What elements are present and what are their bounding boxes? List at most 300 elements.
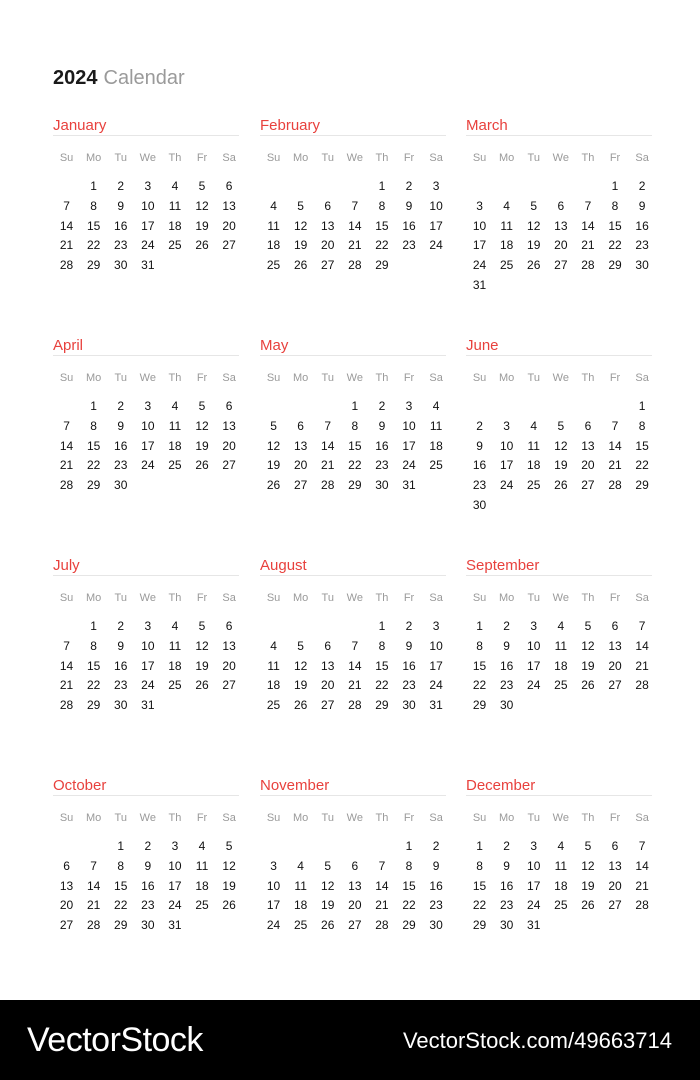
day-cell: 25 xyxy=(266,258,281,273)
month-name: October xyxy=(53,777,107,794)
day-cell: 17 xyxy=(141,438,155,453)
day-cell: 20 xyxy=(321,238,335,253)
weekday-label: We xyxy=(552,372,569,384)
weekday-label: Tu xyxy=(321,592,334,604)
day-cell: 3 xyxy=(144,619,152,633)
day-cell: 2 xyxy=(117,179,125,193)
month-name: April xyxy=(53,337,84,354)
day-cell: 22 xyxy=(348,458,362,473)
day-cell: 6 xyxy=(324,638,332,653)
day-cell: 30 xyxy=(402,698,416,713)
month-september xyxy=(466,554,652,754)
day-cell: 11 xyxy=(168,198,182,213)
weekday-label: We xyxy=(552,152,569,164)
day-cell: 26 xyxy=(293,258,308,273)
weekday-label: Tu xyxy=(114,372,127,384)
day-cell: 15 xyxy=(472,658,487,673)
day-cell: 5 xyxy=(297,198,304,213)
weekday-label: Su xyxy=(472,152,487,164)
day-cell: 24 xyxy=(168,898,182,913)
day-cell: 29 xyxy=(86,698,101,713)
day-cell: 7 xyxy=(584,198,592,213)
day-cell: 26 xyxy=(195,238,209,253)
day-cell: 15 xyxy=(402,878,416,893)
day-cell: 6 xyxy=(63,858,70,873)
day-cell: 27 xyxy=(608,898,622,913)
day-cell: 14 xyxy=(581,218,595,233)
day-cell: 7 xyxy=(351,198,359,213)
weekday-label: Fr xyxy=(196,152,208,164)
day-cell: 12 xyxy=(293,658,308,673)
day-cell: 13 xyxy=(554,218,568,233)
day-cell: 14 xyxy=(86,878,101,893)
month-march xyxy=(466,114,652,314)
month-october xyxy=(53,774,239,974)
day-cell: 8 xyxy=(378,638,386,653)
day-cell: 30 xyxy=(114,698,128,713)
weekday-label: Fr xyxy=(196,372,208,384)
day-cell: 29 xyxy=(472,698,487,713)
day-cell: 5 xyxy=(198,619,206,633)
weekday-header xyxy=(260,150,450,166)
day-cell: 3 xyxy=(530,839,538,853)
day-cell: 8 xyxy=(476,858,483,873)
weekday-label: Sa xyxy=(222,812,236,824)
day-cell: 17 xyxy=(402,438,416,453)
day-cell: 22 xyxy=(86,238,101,253)
day-cell: 3 xyxy=(476,198,483,213)
day-cell: 23 xyxy=(499,678,514,693)
day-cell: 27 xyxy=(321,258,335,273)
day-cell: 19 xyxy=(321,898,335,913)
weekday-label: We xyxy=(139,152,156,164)
day-cell: 4 xyxy=(557,839,565,853)
day-cell: 22 xyxy=(86,678,101,693)
day-cell: 20 xyxy=(581,458,595,473)
day-cell: 6 xyxy=(225,399,233,413)
weekday-label: Su xyxy=(59,372,74,384)
day-cell: 26 xyxy=(581,678,595,693)
day-cell: 6 xyxy=(324,198,332,213)
day-cell: 15 xyxy=(375,218,389,233)
weekday-label: Th xyxy=(375,152,389,164)
empty-day-cell xyxy=(314,617,341,637)
empty-day-cell xyxy=(601,397,628,417)
day-cell: 25 xyxy=(168,238,182,253)
weekday-label: Tu xyxy=(321,152,334,164)
day-cell: 29 xyxy=(348,478,362,493)
day-cell: 22 xyxy=(635,458,649,473)
weekday-label: Mo xyxy=(86,372,102,384)
day-cell: 26 xyxy=(293,698,308,713)
weekday-label: We xyxy=(346,372,363,384)
weekday-label: Fr xyxy=(196,812,208,824)
day-cell: 25 xyxy=(168,458,182,473)
day-cell: 13 xyxy=(59,878,74,893)
day-cell: 1 xyxy=(638,399,646,413)
month-name: January xyxy=(53,117,107,134)
day-cell: 28 xyxy=(59,478,74,493)
day-cell: 6 xyxy=(225,619,233,633)
day-cell: 1 xyxy=(117,839,125,853)
day-cell: 27 xyxy=(59,918,74,933)
day-cell: 7 xyxy=(638,619,646,633)
day-cell: 30 xyxy=(429,918,443,933)
day-cell: 18 xyxy=(293,898,308,913)
weekday-label: Mo xyxy=(499,372,515,384)
day-cell: 2 xyxy=(503,619,510,633)
day-cell: 14 xyxy=(321,438,335,453)
day-cell: 12 xyxy=(266,438,281,453)
day-cell: 19 xyxy=(195,438,209,453)
weekday-label: Tu xyxy=(321,812,334,824)
day-cell: 31 xyxy=(429,698,443,713)
weekday-label: Th xyxy=(581,152,595,164)
day-cell: 28 xyxy=(59,258,74,273)
weekday-label: Mo xyxy=(293,372,309,384)
weekday-label: Th xyxy=(375,372,389,384)
day-cell: 28 xyxy=(59,698,74,713)
day-cell: 15 xyxy=(608,218,622,233)
weekday-label: Su xyxy=(59,152,74,164)
day-cell: 11 xyxy=(168,418,182,433)
day-cell: 22 xyxy=(472,678,487,693)
day-cell: 10 xyxy=(141,418,155,433)
day-cell: 18 xyxy=(168,438,182,453)
weekday-label: Tu xyxy=(527,592,540,604)
day-cell: 16 xyxy=(635,218,649,233)
day-cell: 28 xyxy=(86,918,101,933)
day-cell: 27 xyxy=(554,258,568,273)
weekday-label: Tu xyxy=(321,372,334,384)
day-cell: 17 xyxy=(472,238,487,253)
day-cell: 9 xyxy=(405,198,413,213)
day-cell: 15 xyxy=(86,218,101,233)
weekday-header xyxy=(466,150,656,166)
day-cell: 19 xyxy=(581,878,595,893)
watermark-footer xyxy=(0,1000,700,1080)
day-cell: 14 xyxy=(59,438,74,453)
weekday-label: Sa xyxy=(635,372,649,384)
day-cell: 14 xyxy=(608,438,622,453)
day-cell: 17 xyxy=(168,878,182,893)
weekday-label: We xyxy=(139,812,156,824)
weekday-label: We xyxy=(139,592,156,604)
weekday-label: We xyxy=(552,812,569,824)
day-cell: 24 xyxy=(527,678,541,693)
day-cell: 15 xyxy=(348,438,362,453)
day-cell: 2 xyxy=(503,839,510,853)
day-cell: 18 xyxy=(554,658,568,673)
day-cell: 29 xyxy=(375,698,389,713)
day-cell: 7 xyxy=(378,858,386,873)
day-cell: 4 xyxy=(171,619,179,633)
weekday-label: Fr xyxy=(403,592,415,604)
empty-day-cell xyxy=(493,177,520,197)
day-cell: 7 xyxy=(63,198,70,213)
day-cell: 23 xyxy=(114,678,128,693)
day-cell: 10 xyxy=(141,198,155,213)
day-cell: 16 xyxy=(402,658,416,673)
day-cell: 25 xyxy=(266,698,281,713)
day-cell: 9 xyxy=(378,418,386,433)
day-cell: 8 xyxy=(405,858,413,873)
day-cell: 25 xyxy=(499,258,514,273)
day-cell: 21 xyxy=(348,238,362,253)
day-cell: 2 xyxy=(405,179,413,193)
day-cell: 22 xyxy=(608,238,622,253)
day-cell: 21 xyxy=(59,238,74,253)
weekday-label: Th xyxy=(581,592,595,604)
empty-day-cell xyxy=(287,837,314,857)
day-cell: 26 xyxy=(195,458,209,473)
month-divider xyxy=(260,795,446,796)
day-cell: 25 xyxy=(554,898,568,913)
weekday-label: Su xyxy=(472,592,487,604)
day-cell: 21 xyxy=(635,878,649,893)
empty-day-cell xyxy=(520,177,547,197)
weekday-header xyxy=(260,590,450,606)
day-cell: 7 xyxy=(63,418,70,433)
day-cell: 2 xyxy=(144,839,152,853)
day-cell: 12 xyxy=(293,218,308,233)
weekday-label: Su xyxy=(472,812,487,824)
day-cell: 16 xyxy=(402,218,416,233)
empty-day-cell xyxy=(341,177,368,197)
day-cell: 23 xyxy=(114,458,128,473)
empty-day-cell xyxy=(520,397,547,417)
day-cell: 25 xyxy=(293,918,308,933)
weekday-label: Th xyxy=(168,152,182,164)
day-cell: 19 xyxy=(195,658,209,673)
day-cell: 26 xyxy=(222,898,236,913)
day-cell: 11 xyxy=(554,858,568,873)
day-grid xyxy=(466,397,656,516)
day-grid xyxy=(466,617,656,716)
day-cell: 14 xyxy=(59,218,74,233)
month-name: August xyxy=(260,557,307,574)
day-cell: 2 xyxy=(117,399,125,413)
day-cell: 30 xyxy=(472,497,487,512)
weekday-header xyxy=(466,810,656,826)
day-cell: 1 xyxy=(405,839,413,853)
day-cell: 5 xyxy=(584,839,592,853)
empty-day-cell xyxy=(53,397,80,417)
day-cell: 8 xyxy=(117,858,125,873)
empty-day-cell xyxy=(260,177,287,197)
day-cell: 31 xyxy=(402,478,416,493)
month-august xyxy=(260,554,446,754)
day-cell: 3 xyxy=(171,839,179,853)
day-cell: 7 xyxy=(351,638,359,653)
day-cell: 13 xyxy=(222,418,236,433)
day-cell: 28 xyxy=(321,478,335,493)
weekday-label: Sa xyxy=(635,592,649,604)
month-divider xyxy=(260,135,446,136)
weekday-label: Su xyxy=(266,812,281,824)
empty-day-cell xyxy=(260,837,287,857)
weekday-header xyxy=(466,370,656,386)
day-cell: 3 xyxy=(144,179,152,193)
day-cell: 9 xyxy=(476,438,483,453)
day-cell: 4 xyxy=(171,179,179,193)
day-cell: 12 xyxy=(527,218,541,233)
empty-day-cell xyxy=(341,617,368,637)
day-cell: 6 xyxy=(225,179,233,193)
day-cell: 2 xyxy=(117,619,125,633)
day-cell: 18 xyxy=(266,678,281,693)
day-cell: 26 xyxy=(581,898,595,913)
empty-day-cell xyxy=(53,617,80,637)
weekday-label: Fr xyxy=(609,812,621,824)
weekday-label: Sa xyxy=(635,152,649,164)
day-grid xyxy=(260,617,450,716)
day-cell: 5 xyxy=(297,638,304,653)
day-cell: 12 xyxy=(195,418,209,433)
day-cell: 9 xyxy=(405,638,413,653)
day-cell: 14 xyxy=(635,638,649,653)
day-cell: 8 xyxy=(611,198,619,213)
day-cell: 10 xyxy=(527,638,541,653)
month-name: May xyxy=(260,337,289,354)
day-cell: 11 xyxy=(429,418,443,433)
weekday-label: Mo xyxy=(86,152,102,164)
day-cell: 4 xyxy=(297,858,304,873)
day-cell: 16 xyxy=(472,458,487,473)
day-cell: 27 xyxy=(581,478,595,493)
day-cell: 13 xyxy=(608,858,622,873)
day-cell: 22 xyxy=(114,898,128,913)
title-label: Calendar xyxy=(103,67,185,89)
day-cell: 3 xyxy=(144,399,152,413)
weekday-label: Th xyxy=(581,372,595,384)
day-cell: 10 xyxy=(402,418,416,433)
month-january xyxy=(53,114,239,314)
empty-day-cell xyxy=(493,397,520,417)
day-cell: 20 xyxy=(608,658,622,673)
day-cell: 7 xyxy=(611,418,619,433)
day-cell: 6 xyxy=(611,619,619,633)
day-cell: 27 xyxy=(222,238,236,253)
month-divider xyxy=(466,795,652,796)
day-cell: 4 xyxy=(270,198,277,213)
weekday-label: Fr xyxy=(609,152,621,164)
day-cell: 12 xyxy=(195,638,209,653)
day-cell: 6 xyxy=(351,858,359,873)
day-cell: 4 xyxy=(530,418,538,433)
day-cell: 16 xyxy=(141,878,155,893)
empty-day-cell xyxy=(466,397,493,417)
weekday-label: We xyxy=(139,372,156,384)
weekday-label: Su xyxy=(472,372,487,384)
weekday-label: Th xyxy=(168,812,182,824)
empty-day-cell xyxy=(314,397,341,417)
day-cell: 5 xyxy=(557,418,565,433)
empty-day-cell xyxy=(260,617,287,637)
day-cell: 24 xyxy=(141,678,155,693)
day-cell: 30 xyxy=(375,478,389,493)
day-cell: 6 xyxy=(611,839,619,853)
day-cell: 3 xyxy=(405,399,413,413)
weekday-label: Fr xyxy=(403,372,415,384)
day-cell: 19 xyxy=(527,238,541,253)
day-cell: 23 xyxy=(375,458,389,473)
day-cell: 14 xyxy=(348,218,362,233)
day-cell: 24 xyxy=(429,678,443,693)
day-cell: 28 xyxy=(581,258,595,273)
empty-day-cell xyxy=(547,177,574,197)
day-cell: 27 xyxy=(348,918,362,933)
empty-day-cell xyxy=(80,837,107,857)
day-cell: 11 xyxy=(500,218,513,233)
day-cell: 17 xyxy=(141,218,155,233)
weekday-label: Tu xyxy=(114,152,127,164)
day-cell: 1 xyxy=(351,399,359,413)
weekday-label: Th xyxy=(375,812,389,824)
day-cell: 9 xyxy=(144,858,152,873)
month-divider xyxy=(260,575,446,576)
weekday-label: Sa xyxy=(429,372,443,384)
month-february xyxy=(260,114,446,314)
day-cell: 5 xyxy=(198,399,206,413)
weekday-label: We xyxy=(346,812,363,824)
empty-day-cell xyxy=(53,837,80,857)
weekday-label: Sa xyxy=(222,592,236,604)
day-cell: 24 xyxy=(141,458,155,473)
weekday-header xyxy=(53,810,243,826)
month-name: September xyxy=(466,557,540,574)
day-cell: 8 xyxy=(90,418,97,433)
day-cell: 23 xyxy=(141,898,155,913)
day-cell: 19 xyxy=(293,678,308,693)
month-december xyxy=(466,774,652,974)
weekday-label: Mo xyxy=(499,592,515,604)
empty-day-cell xyxy=(547,397,574,417)
day-cell: 21 xyxy=(608,458,622,473)
day-cell: 12 xyxy=(321,878,335,893)
brand-logo: VectorStock xyxy=(27,1021,203,1059)
weekday-label: Mo xyxy=(293,592,309,604)
page-title xyxy=(53,66,185,90)
day-cell: 23 xyxy=(499,898,514,913)
day-cell: 3 xyxy=(503,418,510,433)
day-cell: 17 xyxy=(499,458,514,473)
month-name: March xyxy=(466,117,508,134)
day-cell: 25 xyxy=(195,898,209,913)
day-cell: 14 xyxy=(635,858,649,873)
day-cell: 18 xyxy=(429,438,443,453)
day-cell: 16 xyxy=(114,218,128,233)
day-cell: 12 xyxy=(195,198,209,213)
day-cell: 14 xyxy=(59,658,74,673)
day-cell: 20 xyxy=(59,898,74,913)
weekday-label: Sa xyxy=(429,812,443,824)
day-cell: 13 xyxy=(321,218,335,233)
weekday-label: Sa xyxy=(429,592,443,604)
day-cell: 16 xyxy=(499,658,514,673)
weekday-label: Tu xyxy=(527,372,540,384)
weekday-label: Fr xyxy=(609,592,621,604)
day-cell: 13 xyxy=(348,878,362,893)
day-cell: 28 xyxy=(635,678,649,693)
day-cell: 13 xyxy=(222,638,236,653)
weekday-label: Su xyxy=(266,592,281,604)
day-cell: 1 xyxy=(378,619,386,633)
day-cell: 8 xyxy=(90,198,97,213)
day-cell: 8 xyxy=(476,638,483,653)
month-name: February xyxy=(260,117,321,134)
day-cell: 5 xyxy=(324,858,332,873)
